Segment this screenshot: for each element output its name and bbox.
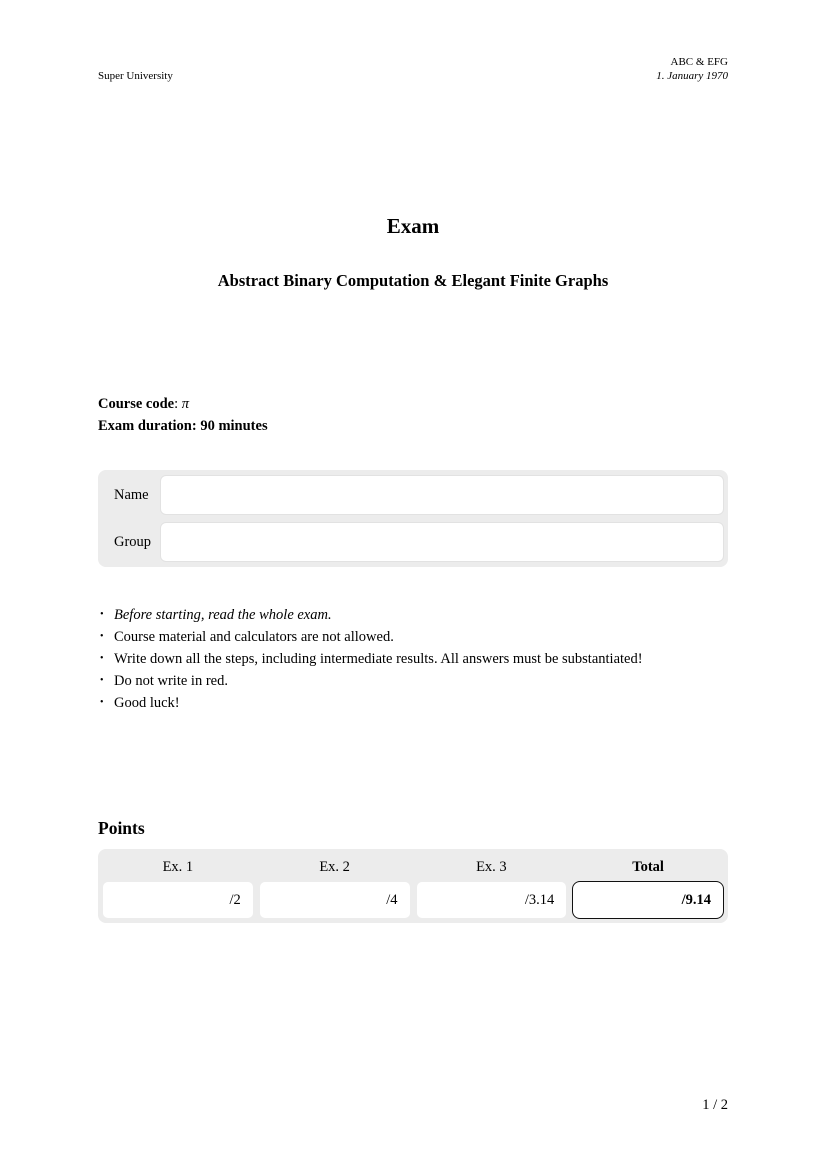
course-code-line: [98, 393, 728, 415]
document-header: [98, 55, 728, 83]
name-row: [102, 475, 724, 515]
exam-duration-line: Exam duration: 90 minutes: [98, 418, 268, 434]
exam-date: 1. January 1970: [656, 70, 728, 82]
page-number: 1 / 2: [702, 1097, 728, 1113]
exam-title: Exam: [386, 214, 440, 238]
list-item: • Good luck!: [98, 692, 714, 714]
points-column-header-total: Total: [632, 859, 664, 875]
course-abbreviation: ABC & EFG: [670, 56, 728, 68]
name-field[interactable]: [160, 475, 724, 515]
student-info-box: [98, 470, 728, 567]
points-column-header: Ex. 2: [319, 859, 350, 875]
group-field[interactable]: [160, 522, 724, 562]
points-column-header: Ex. 3: [476, 859, 507, 875]
points-header-row: [102, 853, 724, 881]
list-item: • Write down all the steps, including intermediate results. All answers must be substantiated!: [98, 648, 714, 670]
score-cell-ex3[interactable]: /3.14: [416, 881, 568, 919]
group-row: [102, 522, 724, 562]
header-right: [656, 55, 728, 83]
points-table: [98, 849, 728, 923]
institution-name: Super University: [98, 70, 173, 82]
list-item: • Before starting, read the whole exam.: [98, 604, 714, 626]
exam-meta: [98, 393, 728, 437]
name-label: Name: [114, 486, 149, 503]
list-item: • Do not write in red.: [98, 670, 714, 692]
course-code-separator: :: [174, 396, 182, 412]
list-item: • Course material and calculators are not allowed.: [98, 626, 714, 648]
score-cell-total[interactable]: /9.14: [572, 881, 724, 919]
points-column-header: Ex. 1: [162, 859, 194, 875]
exam-subtitle: Abstract Binary Computation & Elegant Finite Graphs: [217, 271, 609, 290]
score-cell-ex2[interactable]: /4: [259, 881, 411, 919]
course-code-label: Course code: [98, 396, 175, 412]
score-cell-ex1[interactable]: /2: [102, 881, 254, 919]
instruction-list: [98, 604, 714, 714]
course-code-value: π: [181, 396, 190, 412]
points-heading: Points: [98, 818, 145, 838]
group-label: Group: [114, 533, 152, 550]
points-score-row: [102, 881, 724, 919]
